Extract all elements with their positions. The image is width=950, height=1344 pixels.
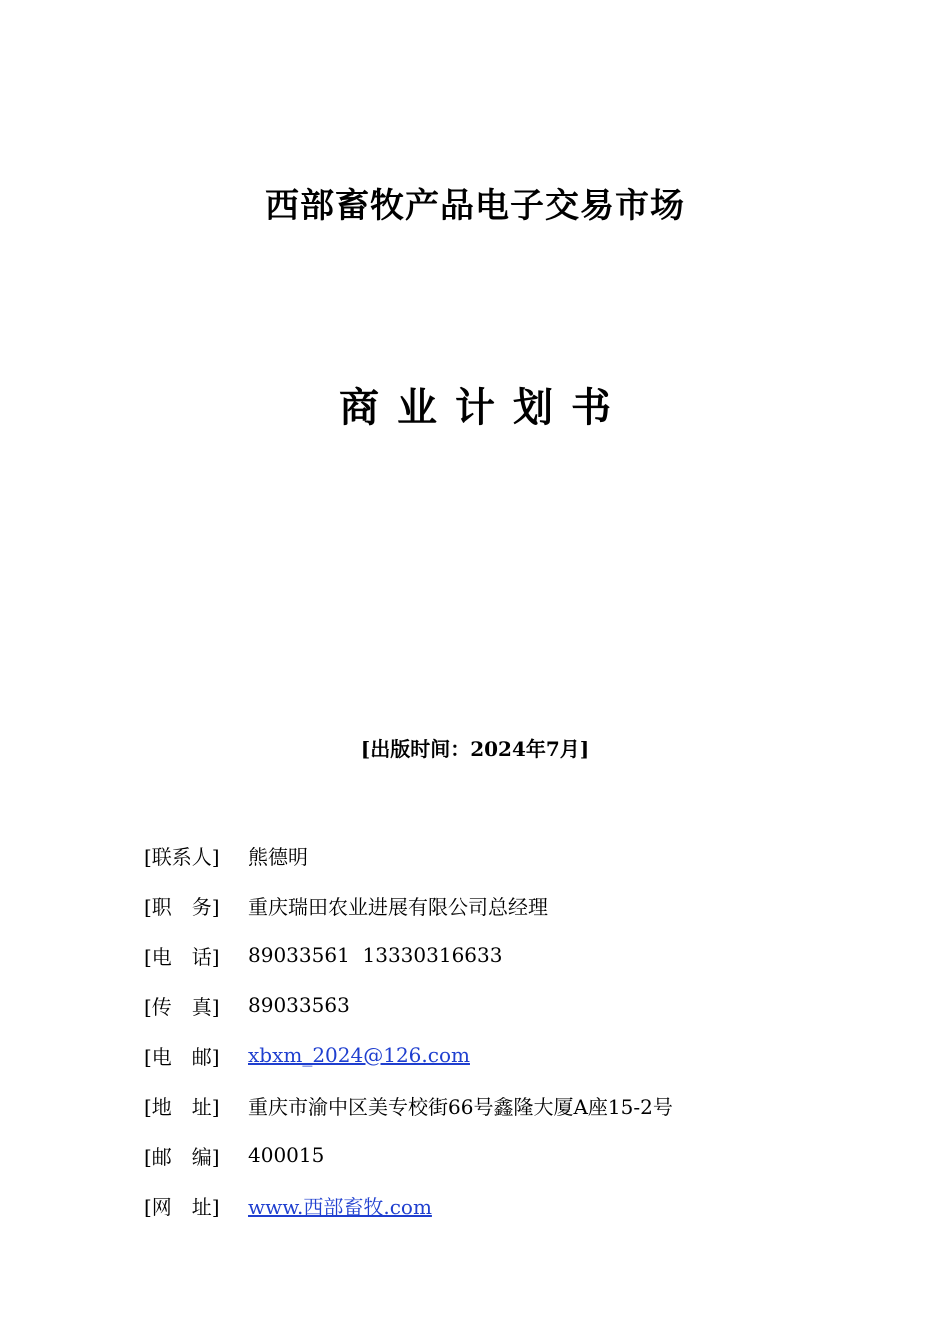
position-value: 重庆瑞田农业进展有限公司总经理	[248, 894, 548, 919]
title-char-1: 商	[339, 385, 379, 431]
contact-person-value: 熊德明	[248, 844, 308, 869]
contact-person-label: [联系人]	[144, 844, 220, 869]
contact-row-website	[144, 1180, 864, 1230]
website-label: [网 址]	[144, 1194, 220, 1219]
title-char-2: 业	[397, 385, 437, 431]
position-label: [职 务]	[144, 894, 220, 919]
address-value: 重庆市渝中区美专校街66号鑫隆大厦A座15-2号	[248, 1094, 673, 1119]
contact-row-position	[144, 880, 864, 930]
phone-value: 89033561 13330316633	[248, 943, 503, 967]
contact-row-postcode	[144, 1130, 864, 1180]
address-label: [地 址]	[144, 1094, 220, 1119]
phone-label: [电 话]	[144, 944, 220, 969]
title-char-4: 划	[513, 385, 553, 431]
fax-value: 89033563	[248, 993, 350, 1017]
organization-title: 西部畜牧产品电子交易市场	[265, 186, 685, 226]
publication-date: [出版时间：2024年7月]	[360, 737, 590, 761]
postcode-value: 400015	[248, 1143, 325, 1167]
contact-row-address	[144, 1080, 864, 1130]
contact-row-phone	[144, 930, 864, 980]
title-char-3: 计	[455, 385, 495, 431]
title-char-5: 书	[571, 385, 611, 431]
contact-row-email	[144, 1030, 864, 1080]
contact-info	[144, 830, 864, 1230]
contact-row-person	[144, 830, 864, 880]
email-label: [电 邮]	[144, 1044, 220, 1069]
website-link[interactable]: www.西部畜牧.com	[248, 1194, 432, 1219]
fax-label: [传 真]	[144, 994, 220, 1019]
email-link[interactable]: xbxm_2024@126.com	[248, 1043, 470, 1067]
postcode-label: [邮 编]	[144, 1144, 220, 1169]
contact-row-fax	[144, 980, 864, 1030]
document-title	[0, 376, 950, 433]
